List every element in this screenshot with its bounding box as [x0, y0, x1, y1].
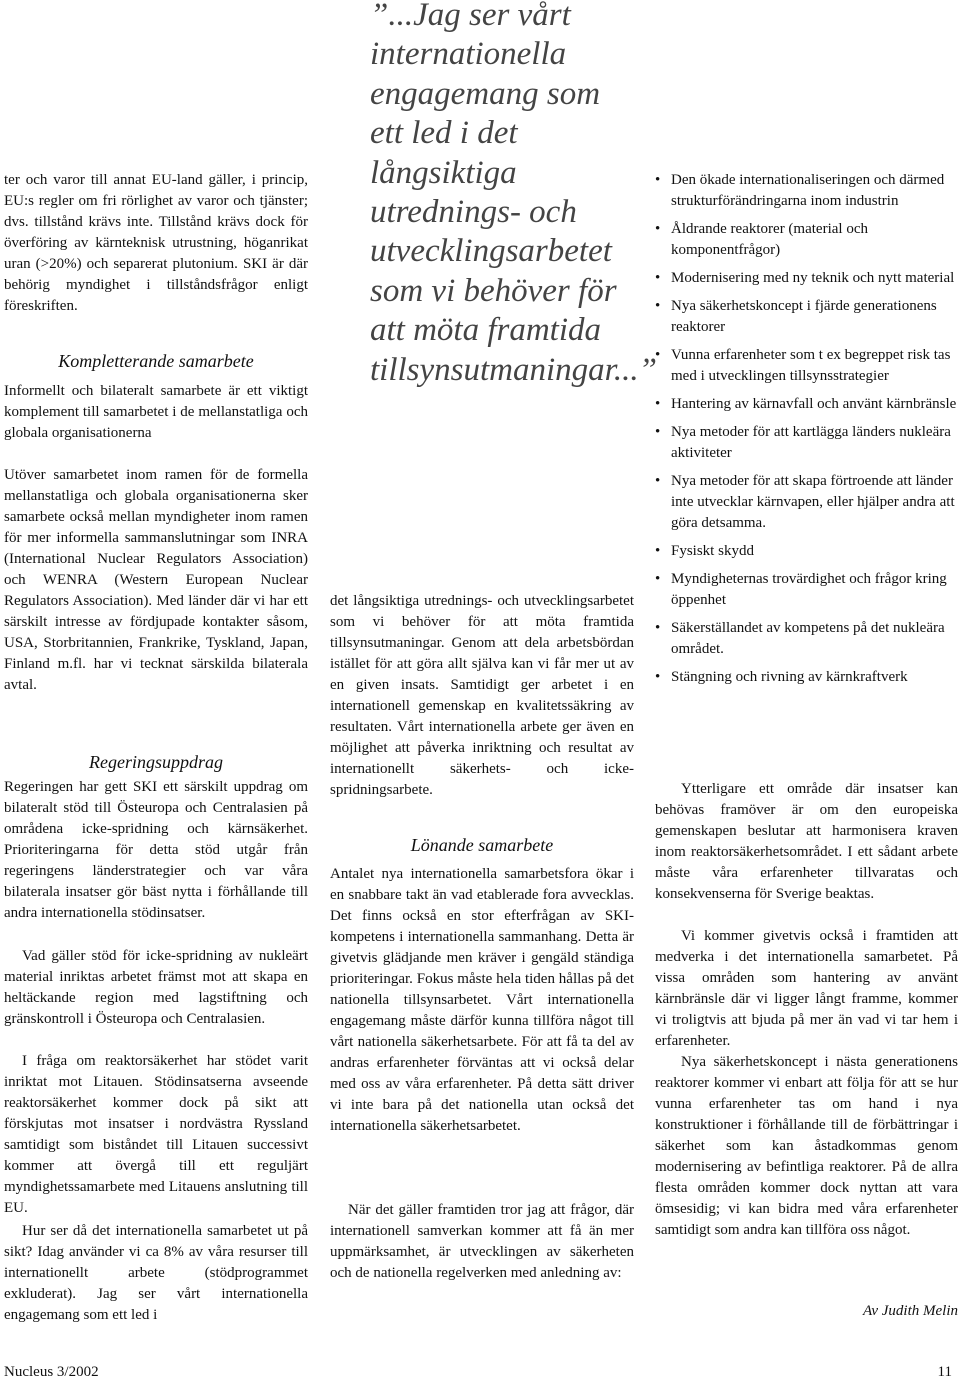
bullet-text: Nya metoder för att skapa förtroende att länder inte utvecklar kärnvapen, eller hjälper andra att göra detsamma.: [671, 473, 955, 531]
bullet-dot-icon: •: [655, 473, 661, 489]
bullet-text: Nya säkerhetskoncept i fjärde generationens reaktorer: [671, 298, 937, 335]
paragraph-nar-det: När det gäller framtiden tror jag att frågor, där internationell samverkan kommer att få än mer uppmärksamhet, är utvecklingen av säkerheten och de nationella regelverken med anledning av:: [330, 1202, 634, 1281]
bullet-item: [655, 422, 958, 464]
heading-kompletterande: Kompletterande samarbete: [58, 351, 254, 371]
bullet-item: [655, 394, 958, 415]
paragraph-i-fraga: I fråga om reaktorsäkerhet har stödet varit inriktat mot Litauen. Stödinsatserna avseende reaktorsäkerhet kommer dock på sikt att förskjutas mot insatser i nordvästra Ryssland samtidigt som biståndet till Litauen successivt kommer att övergå till ett reguljärt myndighetssamarbete med Litauens anslutning till EU.: [4, 1053, 308, 1216]
pull-quote: ”...Jag ser vårt internationella engagemang som ett led i det långsiktiga utrednings- och utvecklingsarbetet som vi behöver för att möta framtida tillsynsutmaningar...”: [370, 0, 657, 388]
bullet-dot-icon: •: [655, 347, 661, 363]
bullet-dot-icon: •: [655, 396, 661, 412]
author-byline: Av Judith Melin: [863, 1303, 958, 1319]
paragraph-antalet: Antalet nya internationella samarbetsfora ökar i en snabbare takt än vad etablerade fora avvecklas. Det finns också en stor efterfrågan av SKI-kompetens i internationella sammanhang. Detta är givetvis glädjande men kräver i gengäld ständiga prioriteringar. Fokus måste hela tiden hållas på det nationella tillsynsarbetet. Vårt internationella engagemang måste därför kunna tillföra något till vårt nationella säkerhetsarbete. För att få ta del av andras erfarenheter förväntas att vi också delar med oss av våra erfarenheter. På detta sätt driver vi inte bara på det nationella utan också det internationella säkerhetsarbetet.: [330, 866, 634, 1134]
bullet-item: [655, 345, 958, 387]
bullet-dot-icon: •: [655, 221, 661, 237]
bullet-text: Den ökade internationaliseringen och därmed strukturförändringarna inom industrin: [671, 172, 945, 209]
paragraph-hur-ser: Hur ser då det internationella samarbetet ut på sikt? Idag använder vi ca 8% av våra resurser till internationellt arbete (stödprogrammet exkluderat). Jag ser vårt internationella engagemang som ett led i: [4, 1223, 308, 1323]
bullet-text: Hantering av kärnavfall och använt kärnbränsle: [671, 396, 957, 412]
bullet-dot-icon: •: [655, 298, 661, 314]
bullet-text: Stängning och rivning av kärnkraftverk: [671, 669, 908, 685]
bullet-text: Nya metoder för att kartlägga länders nukleära aktiviteter: [671, 424, 951, 461]
bullet-item: [655, 296, 958, 338]
paragraph-regeringen: Regeringen har gett SKI ett särskilt uppdrag om bilateralt stöd till Östeuropa och Centralasien på områdena icke-spridning och kärnsäkerhet. Prioriteringarna för detta stöd utgår från regeringens länderstrategier och var våra bilaterala insatser gör bäst nytta i förhållande till andra internationella stödinsatser.: [4, 779, 308, 921]
bullet-list: [655, 170, 958, 695]
bullet-item: [655, 219, 958, 261]
bullet-dot-icon: •: [655, 669, 661, 685]
bullet-text: Säkerställandet av kompetens på det nukleära området.: [671, 620, 945, 657]
paragraph-informellt: Informellt och bilateralt samarbete är ett viktigt komplement till samarbetet i de mellanstatliga och globala organisationerna: [4, 383, 308, 441]
bullet-dot-icon: •: [655, 270, 661, 286]
bullet-dot-icon: •: [655, 620, 661, 636]
heading-lonande: Lönande samarbete: [410, 835, 554, 855]
bullet-dot-icon: •: [655, 543, 661, 559]
bullet-text: Myndigheternas trovärdighet och frågor kring öppenhet: [671, 571, 947, 608]
paragraph-intro: ter och varor till annat EU-land gäller, i princip, EU:s regler om fri rörlighet av varor och tjänster; dvs. tillstånd krävs inte. Tillstånd krävs dock för överföring av kärnteknisk utrustning, höganrikat uran (>20%) och separerat plutonium. SKI är där behörig myndighet i tillståndsfrågor enligt föreskriften.: [4, 172, 308, 314]
heading-regeringsuppdrag: Regeringsuppdrag: [89, 752, 223, 772]
paragraph-vi-kommer: Vi kommer givetvis också i framtiden att medverka i det internationella samarbetet. På vissa områden som hantering av använt kärnbränsle där vi ligger långt framme, kommer vi troligtvis att bjuda på mer än vad vi tar hem i erfarenheter.: [655, 928, 958, 1049]
bullet-dot-icon: •: [655, 424, 661, 440]
footer-publication: Nucleus 3/2002: [4, 1364, 99, 1380]
bullet-item: [655, 471, 958, 534]
paragraph-continuation: det långsiktiga utrednings- och utvecklingsarbetet som vi behöver för att möta framtida tillsynsutmaningar. Genom att dela arbetsbördan istället för att göra allt själva kan vi får mer ut av en given insats. Samtidigt ger arbetet i en internationell gemenskap en kvalitetssäkring av resultaten. Vårt internationella arbete ger även en möjlighet att påverka inriktning och resultat av internationellt säkerhets- och icke-spridningsarbete.: [330, 593, 634, 798]
bullet-dot-icon: •: [655, 172, 661, 188]
paragraph-utover: Utöver samarbetet inom ramen för de formella mellanstatliga och globala organisationerna sker samarbete också mellan myndigheter inom ramen för mer informella sammanslutningar som INRA (International Nuclear Regulators Association) och WENRA (Western European Nuclear Regulators Association). Med länder där vi har ett särskilt intresse av fördjupade kontakter såsom, USA, Storbritannien, Frankrike, Tyskland, Japan, Finland m.fl. har vi tecknat särskilda bilaterala avtal.: [4, 467, 308, 693]
bullet-item: [655, 618, 958, 660]
bullet-dot-icon: •: [655, 571, 661, 587]
bullet-item: [655, 667, 958, 688]
bullet-item: [655, 541, 958, 562]
bullet-item: [655, 569, 958, 611]
bullet-text: Modernisering med ny teknik och nytt material: [671, 270, 955, 286]
bullet-item: [655, 268, 958, 289]
bullet-text: Fysiskt skydd: [671, 543, 754, 559]
bullet-item: [655, 170, 958, 212]
paragraph-ytterligare: Ytterligare ett område där insatser kan behövas framöver är om den europeiska gemenskapen beslutar att harmonisera kraven inom reaktorsäkerhetsområdet. I ett sådant arbete måste våra erfarenheter tillvaratas och konsekvenserna för Sverige beaktas.: [655, 781, 958, 902]
bullet-text: Vunna erfarenheter som t ex begreppet risk tas med i utvecklingen tillsynsstrategier: [671, 347, 951, 384]
bullet-text: Åldrande reaktorer (material och komponentfrågor): [671, 221, 868, 258]
paragraph-vad-galler: Vad gäller stöd för icke-spridning av nukleärt material inriktas arbetet främst mot att skapa en heltäckande region med lagstiftning och gränskontroll i Östeuropa och Centralasien.: [4, 948, 308, 1027]
paragraph-nya-sakerhet: Nya säkerhetskoncept i nästa generationens reaktorer kommer vi enbart att följa för att se hur vunna erfarenheter tas om hand i nya konstruktioner i förhållande till de förbättringar i säkerhet som kan åstadkommas genom modernisering av befintliga reaktorer. På de allra flesta områden kommer dock nyttan att vara ömsesidig; vi kan bidra med våra erfarenheter samtidigt som andra kan tillföra oss något.: [655, 1054, 958, 1238]
footer-page-number: 11: [937, 1364, 952, 1380]
